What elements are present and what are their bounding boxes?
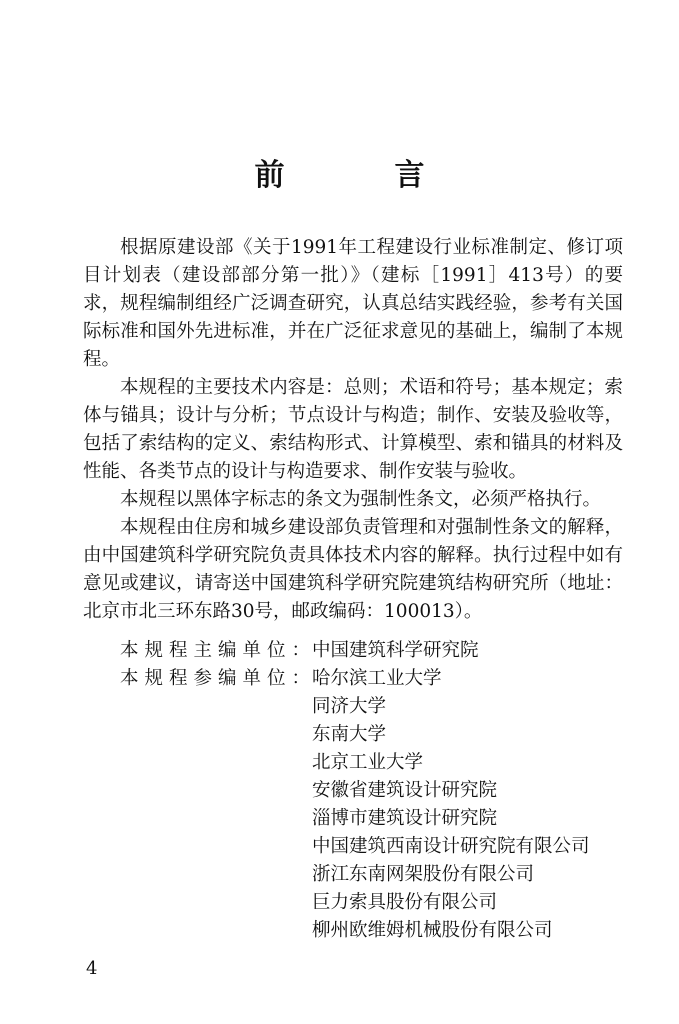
page-number: 4 xyxy=(86,958,98,979)
participating-unit: 哈尔滨工业大学 xyxy=(312,668,442,689)
participating-unit: 东南大学 xyxy=(312,724,387,745)
participating-list xyxy=(312,693,640,945)
page-title: 前 言 xyxy=(254,158,465,193)
editing-units xyxy=(120,637,640,945)
participating-row xyxy=(120,665,640,693)
chief-editor-value: 中国建筑科学研究院 xyxy=(312,640,479,661)
participating-unit: 中国建筑西南设计研究院有限公司 xyxy=(312,836,590,857)
participating-unit: 柳州欧维姆机械股份有限公司 xyxy=(312,920,553,941)
participating-unit: 浙江东南网架股份有限公司 xyxy=(312,864,535,885)
participating-unit: 淄博市建筑设计研究院 xyxy=(312,808,498,829)
participating-unit: 安徽省建筑设计研究院 xyxy=(312,780,498,801)
participating-unit: 巨力索具股份有限公司 xyxy=(312,892,498,913)
paragraph-contents: 本规程的主要技术内容是：总则；术语和符号；基本规定；索体与锚具；设计与分析；节点设计与构造；制作、安装及验收等，包括了索结构的定义、索结构形式、计算模型、索和锚具的材料及性能、各类节点的设计与构造要求、制作安装与验收。 xyxy=(83,377,623,482)
paragraph-background: 根据原建设部《关于1991年工程建设行业标准制定、修订项目计划表（建设部部分第一批）》（建标［1991］413号）的要求，规程编制组经广泛调查研究，认真总结实践经验，参考有关国际标准和国外先进标准，并在广泛征求意见的基础上，编制了本规程。 xyxy=(83,237,623,370)
chief-editor-row xyxy=(120,637,640,665)
preface-body xyxy=(83,234,623,626)
participating-label: 本规程参编单位： xyxy=(120,668,317,689)
chief-editor-label: 本规程主编单位： xyxy=(120,640,317,661)
paragraph-mandatory: 本规程以黑体字标志的条文为强制性条文，必须严格执行。 xyxy=(120,489,602,510)
participating-unit: 北京工业大学 xyxy=(312,752,424,773)
paragraph-management: 本规程由住房和城乡建设部负责管理和对强制性条文的解释，由中国建筑科学研究院负责具体技术内容的解释。执行过程中如有意见或建议，请寄送中国建筑科学研究院建筑结构研究所（地址：北京市北三环东路30号，邮政编码：100013）。 xyxy=(83,517,623,622)
participating-unit: 同济大学 xyxy=(312,696,387,717)
